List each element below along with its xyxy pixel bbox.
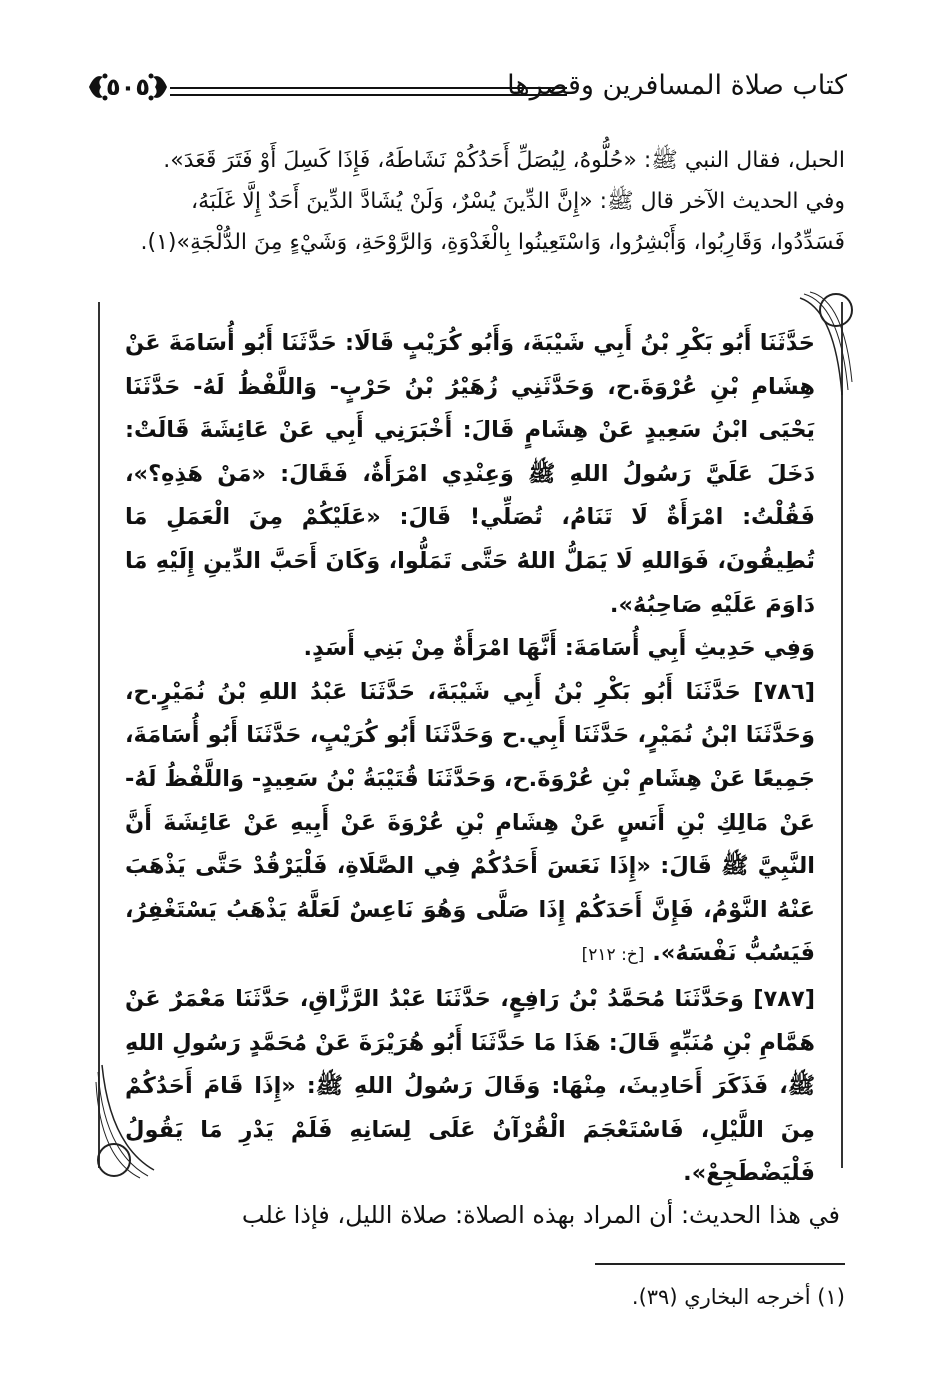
- footnote-divider: [595, 1263, 845, 1265]
- header-rule: [170, 87, 567, 96]
- commentary-text: في هذا الحديث: أن المراد بهذه الصلاة: صلاة الليل، فإذا غلب: [241, 1201, 840, 1229]
- hadith-paragraph: [125, 671, 815, 978]
- hadith-paragraph-text: [٧٨٦] حَدَّثَنَا أَبُو بَكْرِ بْنُ أَبِي شَيْبَةَ، حَدَّثَنَا عَبْدُ اللهِ بْنُ نُمَيْرٍ.ح، وَحَدَّثَنَا ابْنُ نُمَيْرٍ، حَدَّثَنَا أَبِي.ح وَحَدَّثَنَا أَبُو كُرَيْبٍ، حَدَّثَنَا أَبُو أُسَامَةَ، جَمِيعًا عَنْ هِشَامِ بْنِ عُرْوَةَ.ح، وَحَدَّثَنَا قُتَيْبَةُ بْنُ سَعِيدٍ- وَاللَّفْظُ لَهُ- عَنْ مَالِكِ بْنِ أَنَسٍ عَنْ هِشَامِ بْنِ عُرْوَةَ عَنْ أَبِيهِ عَنْ عَائِشَةَ أَنَّ النَّبِيَّ ﷺ قَالَ: «إِذَا نَعَسَ أَحَدُكُمْ فِي الصَّلَاةِ، فَلْيَرْقُدْ حَتَّى يَذْهَبَ عَنْهُ النَّوْمُ، فَإِنَّ أَحَدَكُمْ إِذَا صَلَّى وَهُوَ نَاعِسٌ لَعَلَّهُ يَذْهَبُ يَسْتَغْفِرُ، فَيَسُبُّ نَفْسَهُ».: [125, 678, 815, 967]
- intro-line: فَسَدِّدُوا، وَقَارِبُوا، وَأَبْشِرُوا، وَاسْتَعِينُوا بِالْغَدْوَةِ، وَالرَّوْحَةِ، وَشَيْءٍ مِنَ الدُّلْجَةِ»(١).: [140, 230, 845, 255]
- hadith-text: [125, 322, 815, 1196]
- page-number: ٥٠٥: [106, 73, 150, 101]
- intro-line: وفي الحديث الآخر قال ﷺ: «إِنَّ الدِّينَ يُسْرٌ، وَلَنْ يُشَادَّ الدِّينَ أَحَدٌ إِلَّا غَلَبَهُ،: [190, 189, 845, 214]
- footnote: (١) أخرجه البخاري (٣٩).: [631, 1285, 845, 1309]
- hadith-paragraph: [٧٨٧] وَحَدَّثَنَا مُحَمَّدُ بْنُ رَافِعٍ، حَدَّثَنَا عَبْدُ الرَّزَّاقِ، حَدَّثَنَا مَعْمَرٌ عَنْ هَمَّامِ بْنِ مُنَبِّهٍ قَالَ: هَذَا مَا حَدَّثَنَا أَبُو هُرَيْرَةَ عَنْ مُحَمَّدٍ رَسُولِ اللهِ ﷺ، فَذَكَرَ أَحَادِيثَ، مِنْهَا: وَقَالَ رَسُولُ اللهِ ﷺ: «إِذَا قَامَ أَحَدُكُمْ مِنَ اللَّيْلِ، فَاسْتَعْجَمَ الْقُرْآنُ عَلَى لِسَانِهِ فَلَمْ يَدْرِ مَا يَقُولُ فَلْيَضْطَجِعْ».: [125, 985, 815, 1187]
- running-title: كتاب صلاة المسافرين وقصرها: [507, 70, 847, 101]
- hadith-paragraph: حَدَّثَنَا أَبُو بَكْرِ بْنُ أَبِي شَيْبَةَ، وَأَبُو كُرَيْبٍ قَالَا: حَدَّثَنَا أَبُو أُسَامَةَ عَنْ هِشَامِ بْنِ عُرْوَةَ.ح، وَحَدَّثَنِي زُهَيْرُ بْنُ حَرْبٍ- وَاللَّفْظُ لَهُ- حَدَّثَنَا يَحْيَى ابْنُ سَعِيدٍ عَنْ هِشَامٍ قَالَ: أَخْبَرَنِي أَبِي عَنْ عَائِشَةَ قَالَتْ: دَخَلَ عَلَيَّ رَسُولُ اللهِ ﷺ وَعِنْدِي امْرَأَةٌ، فَقَالَ: «مَنْ هَذِهِ؟»، فَقُلْتُ: امْرَأَةٌ لَا تَنَامُ، تُصَلِّي! قَالَ: «عَلَيْكُمْ مِنَ الْعَمَلِ مَا تُطِيقُونَ، فَوَاللهِ لَا يَمَلُّ اللهُ حَتَّى تَمَلُّوا، وَكَانَ أَحَبَّ الدِّينِ إِلَيْهِ مَا دَاوَمَ عَلَيْهِ صَاحِبُهُ».: [125, 330, 815, 618]
- intro-line: الحبل، فقال النبي ﷺ: «حُلُّوهُ، لِيُصَلِّ أَحَدُكُمْ نَشَاطَهُ، فَإِذَا كَسِلَ أَوْ فَتَرَ قَعَدَ».: [163, 148, 845, 173]
- hadith-reference: [خ: ٢١٢]: [581, 945, 645, 966]
- page-number-ornament: [85, 67, 171, 107]
- hadith-paragraph: وَفِي حَدِيثِ أَبِي أُسَامَةَ: أَنَّهَا امْرَأَةٌ مِنْ بَنِي أَسَدٍ.: [303, 635, 815, 662]
- intro-text: [88, 140, 845, 263]
- page-header: [0, 52, 935, 132]
